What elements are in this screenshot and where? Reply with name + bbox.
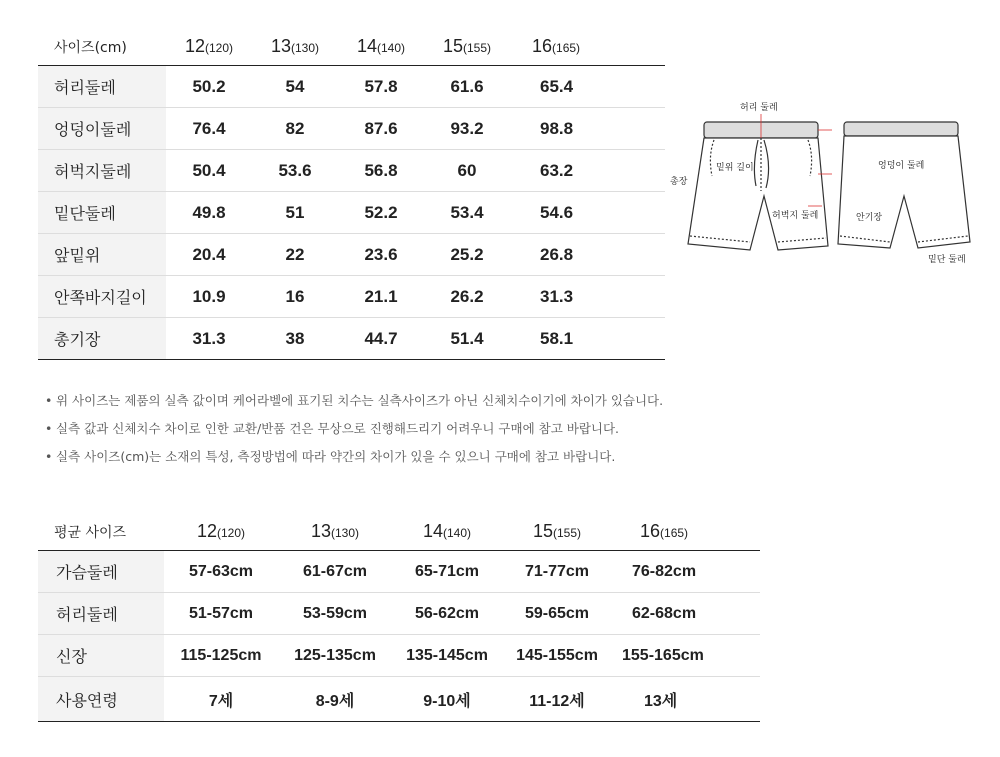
label-rise: 밑위 길이 — [716, 163, 754, 173]
cell-value: 20.4 — [166, 234, 252, 276]
size-header-main: 12 — [196, 521, 217, 541]
cell-value: 62-68cm — [612, 593, 760, 635]
cell-value: 56-62cm — [392, 593, 502, 635]
cell-value: 135-145cm — [392, 635, 502, 677]
label-total-length: 총장 — [670, 177, 688, 187]
table-row — [38, 108, 665, 150]
size-header-main: 16 — [532, 36, 553, 56]
size-header-sub: (155) — [463, 41, 492, 55]
cell-value: 25.2 — [424, 234, 510, 276]
cell-value: 53-59cm — [278, 593, 392, 635]
size-header-sub: (120) — [217, 526, 246, 540]
size-header-sub: (165) — [660, 526, 689, 540]
label-hem: 밑단 둘레 — [928, 255, 966, 265]
note-item — [45, 392, 663, 420]
size-header-14 — [338, 28, 424, 66]
cell-value: 26.2 — [424, 276, 510, 318]
bullet-icon: • — [45, 421, 53, 436]
cell-value: 31.3 — [166, 318, 252, 360]
cell-value: 61-67cm — [278, 551, 392, 593]
front-shorts-drawing — [688, 122, 828, 250]
cell-value: 145-155cm — [502, 635, 612, 677]
size-header-main: 13 — [270, 36, 291, 56]
cell-value: 49.8 — [166, 192, 252, 234]
cell-value: 7세 — [164, 677, 278, 722]
cell-value: 82 — [252, 108, 338, 150]
table-row — [38, 276, 665, 318]
cell-value: 76-82cm — [612, 551, 760, 593]
label-inseam: 안기장 — [856, 213, 883, 223]
row-label: 밑단둘레 — [38, 192, 166, 234]
average-size-table — [38, 513, 760, 722]
cell-value: 57.8 — [338, 66, 424, 108]
cell-value: 38 — [252, 318, 338, 360]
row-label: 허리둘레 — [38, 593, 164, 635]
bullet-icon: • — [45, 393, 53, 408]
row-label: 허벅지둘레 — [38, 150, 166, 192]
size-header-15 — [424, 28, 510, 66]
size-notes — [45, 392, 663, 476]
cell-value: 125-135cm — [278, 635, 392, 677]
cell-value: 52.2 — [338, 192, 424, 234]
cell-value: 87.6 — [338, 108, 424, 150]
row-label: 허리둘레 — [38, 66, 166, 108]
note-item — [45, 448, 663, 476]
back-shorts-drawing — [838, 122, 970, 248]
shorts-measurement-diagram — [668, 96, 980, 276]
table-row — [38, 551, 760, 593]
cell-value: 23.6 — [338, 234, 424, 276]
size-header-main: 13 — [310, 521, 331, 541]
note-text: 위 사이즈는 제품의 실측 값이며 케어라벨에 표기된 치수는 실측사이즈가 아닌 신체치수이기에 차이가 있습니다. — [56, 393, 664, 408]
back-waistband — [844, 122, 958, 136]
cell-value: 8-9세 — [278, 677, 392, 722]
cell-value: 11-12세 — [502, 677, 612, 722]
cell-value: 61.6 — [424, 66, 510, 108]
cell-value: 51-57cm — [164, 593, 278, 635]
avg-table-header-row — [38, 513, 760, 551]
avg-header-16 — [612, 513, 760, 551]
cell-value: 54.6 — [510, 192, 665, 234]
size-header-16 — [510, 28, 665, 66]
bullet-icon: • — [45, 449, 53, 464]
size-table — [38, 28, 665, 360]
cell-value: 44.7 — [338, 318, 424, 360]
cell-value: 16 — [252, 276, 338, 318]
size-table-header-row — [38, 28, 665, 66]
cell-value: 71-77cm — [502, 551, 612, 593]
note-text: 실측 값과 신체치수 차이로 인한 교환/반품 건은 무상으로 진행해드리기 어려우니 구매에 참고 바랍니다. — [56, 421, 620, 436]
size-header-sub: (120) — [205, 41, 234, 55]
table-row — [38, 593, 760, 635]
cell-value: 22 — [252, 234, 338, 276]
size-header-12 — [166, 28, 252, 66]
cell-value: 50.4 — [166, 150, 252, 192]
table-row — [38, 677, 760, 722]
table-row — [38, 66, 665, 108]
row-label: 사용연령 — [38, 677, 164, 722]
table-row — [38, 318, 665, 360]
avg-header-13 — [278, 513, 392, 551]
cell-value: 51 — [252, 192, 338, 234]
cell-value: 9-10세 — [392, 677, 502, 722]
cell-value: 51.4 — [424, 318, 510, 360]
size-header-main: 14 — [356, 36, 377, 56]
size-header-main: 12 — [184, 36, 205, 56]
cell-value: 10.9 — [166, 276, 252, 318]
cell-value: 21.1 — [338, 276, 424, 318]
row-label: 총기장 — [38, 318, 166, 360]
cell-value: 58.1 — [510, 318, 665, 360]
cell-value: 65.4 — [510, 66, 665, 108]
size-header-sub: (165) — [552, 41, 581, 55]
avg-header-15 — [502, 513, 612, 551]
cell-value: 115-125cm — [164, 635, 278, 677]
size-header-sub: (140) — [377, 41, 406, 55]
table-row — [38, 234, 665, 276]
cell-value: 50.2 — [166, 66, 252, 108]
cell-value: 65-71cm — [392, 551, 502, 593]
front-body — [688, 138, 828, 250]
label-thigh: 허벅지 둘레 — [772, 211, 819, 221]
cell-value: 76.4 — [166, 108, 252, 150]
cell-value: 54 — [252, 66, 338, 108]
size-header-main: 14 — [422, 521, 443, 541]
cell-value: 53.4 — [424, 192, 510, 234]
size-header-13 — [252, 28, 338, 66]
note-text: 실측 사이즈(cm)는 소재의 특성, 측정방법에 따라 약간의 차이가 있을 수 있으니 구매에 참고 바랍니다. — [56, 449, 616, 464]
table-row — [38, 150, 665, 192]
cell-value: 155-165cm — [612, 635, 760, 677]
row-label: 안쪽바지길이 — [38, 276, 166, 318]
size-header-main: 16 — [640, 521, 661, 541]
size-header-sub: (130) — [331, 526, 360, 540]
cell-value: 53.6 — [252, 150, 338, 192]
cell-value: 59-65cm — [502, 593, 612, 635]
table-row — [38, 192, 665, 234]
cell-value: 57-63cm — [164, 551, 278, 593]
table-row — [38, 635, 760, 677]
back-body — [838, 136, 970, 248]
cell-value: 98.8 — [510, 108, 665, 150]
label-hip: 엉덩이 둘레 — [878, 161, 925, 171]
row-label: 신장 — [38, 635, 164, 677]
size-header-main: 15 — [532, 521, 553, 541]
label-waist: 허리 둘레 — [740, 103, 778, 113]
size-header-sub: (155) — [553, 526, 582, 540]
avg-header-14 — [392, 513, 502, 551]
size-table-header-label: 사이즈(cm) — [38, 28, 166, 66]
cell-value: 63.2 — [510, 150, 665, 192]
cell-value: 13세 — [612, 677, 760, 722]
cell-value: 31.3 — [510, 276, 665, 318]
cell-value: 56.8 — [338, 150, 424, 192]
size-header-sub: (130) — [291, 41, 320, 55]
cell-value: 93.2 — [424, 108, 510, 150]
size-header-sub: (140) — [443, 526, 472, 540]
note-item — [45, 420, 663, 448]
cell-value: 26.8 — [510, 234, 665, 276]
row-label: 앞밑위 — [38, 234, 166, 276]
avg-table-header-label: 평균 사이즈 — [38, 513, 164, 551]
cell-value: 60 — [424, 150, 510, 192]
row-label: 가슴둘레 — [38, 551, 164, 593]
avg-header-12 — [164, 513, 278, 551]
row-label: 엉덩이둘레 — [38, 108, 166, 150]
size-header-main: 15 — [442, 36, 463, 56]
